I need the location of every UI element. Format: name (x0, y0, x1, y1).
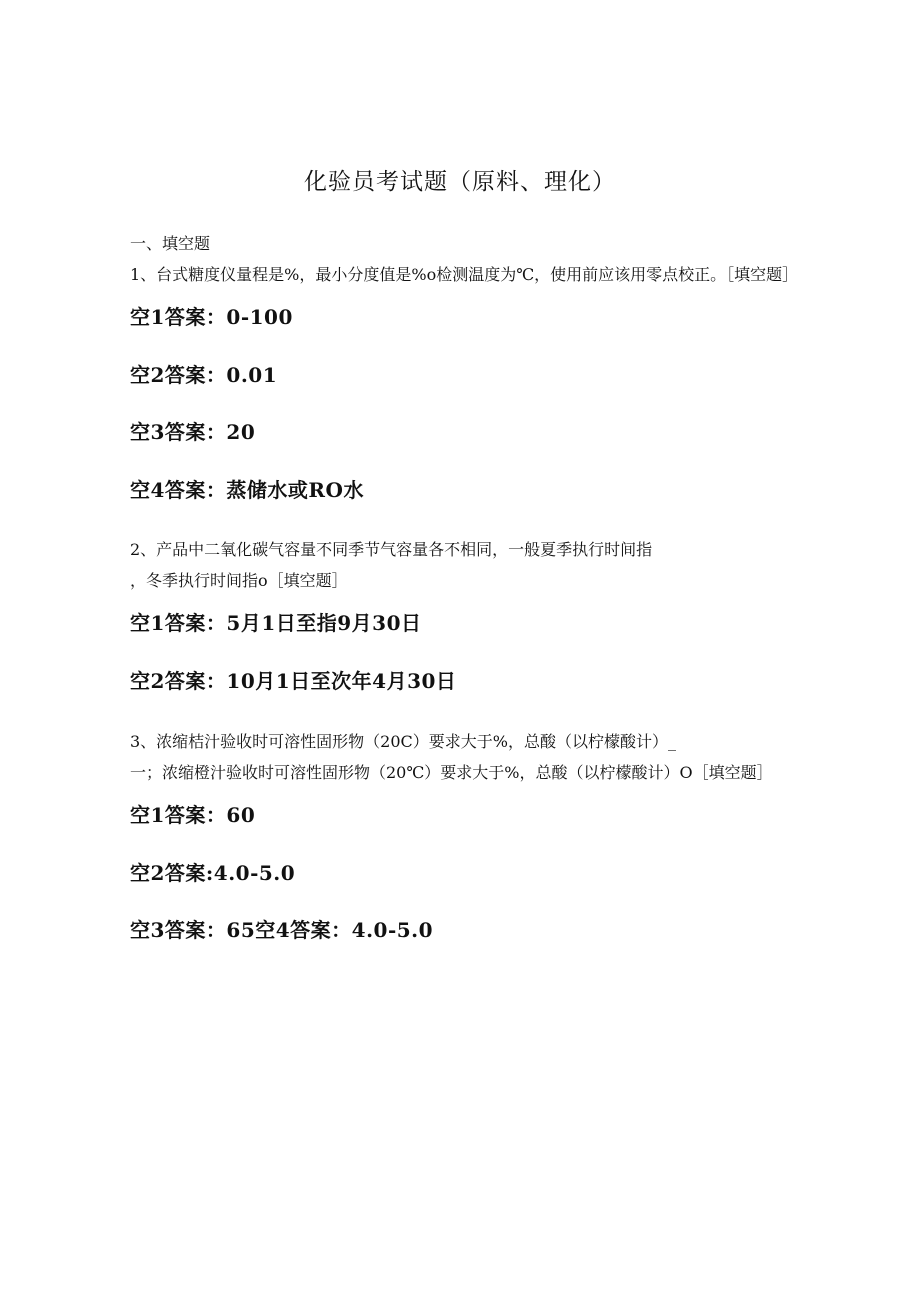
question-3-answer-1: 空1答案：60 (130, 803, 256, 827)
document-title: 化验员考试题（原料、理化） (304, 169, 616, 195)
question-2-answer-2: 空2答案：10月1日至次年4月30日 (130, 669, 457, 693)
question-1-answer-3: 空3答案：20 (130, 420, 256, 444)
question-1-answer-1: 空1答案：0-100 (130, 305, 293, 329)
question-3-text-line-1: 3、浓缩桔汁验收时可溶性固形物（20C）要求大于%，总酸（以柠檬酸计）_ (130, 732, 676, 751)
question-2-text-line-1: 2、产品中二氧化碳气容量不同季节气容量各不相同，一般夏季执行时间指 (130, 540, 653, 559)
question-1-text: 1、台式糖度仪量程是%，最小分度值是%o检测温度为℃，使用前应该用零点校正。［填空题］ (130, 265, 799, 284)
question-1-answer-4: 空4答案：蒸储水或RO水 (130, 478, 364, 502)
question-2-answer-1: 空1答案：5月1日至指9月30日 (130, 611, 422, 635)
question-3-answer-3-4: 空3答案：65空4答案：4.0-5.0 (130, 918, 434, 942)
question-3-text-line-2: 一；浓缩橙汁验收时可溶性固形物（20℃）要求大于%，总酸（以柠檬酸计）O［填空题］ (130, 763, 773, 782)
question-3-answer-2: 空2答案:4.0-5.0 (130, 861, 296, 885)
section-heading: 一、填空题 (130, 234, 211, 253)
question-1-answer-2: 空2答案：0.01 (130, 363, 278, 387)
question-2-text-line-2: ，冬季执行时间指o［填空题］ (130, 571, 348, 590)
